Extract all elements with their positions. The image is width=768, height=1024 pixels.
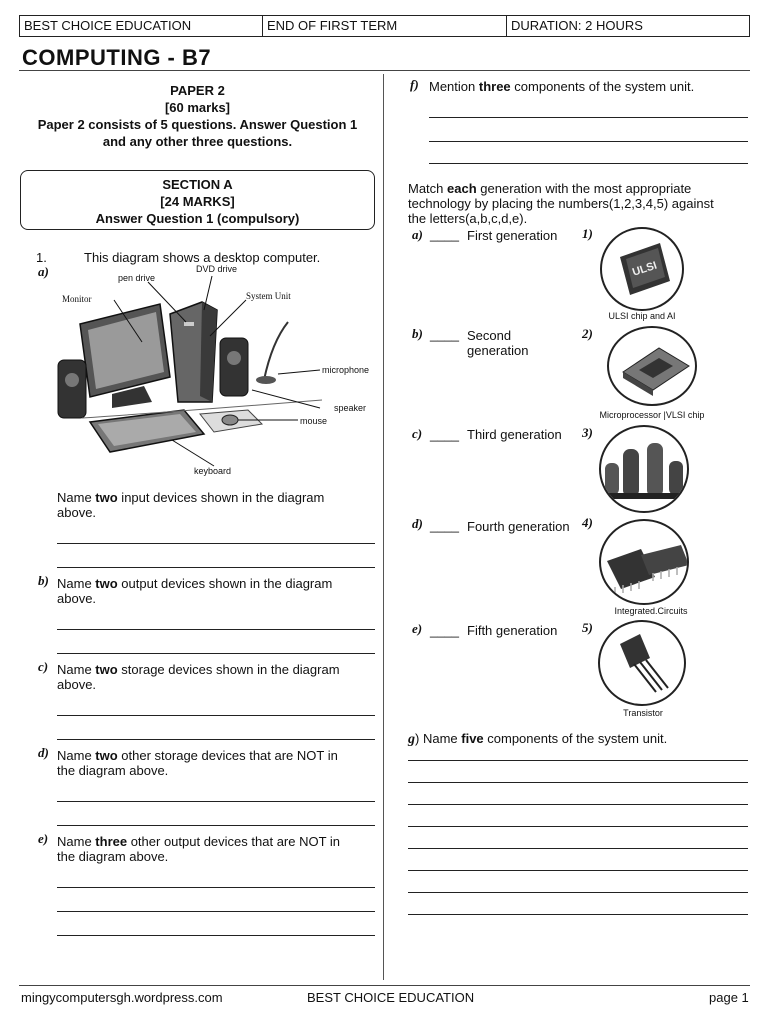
gen-blank[interactable]: ____ [430, 327, 459, 342]
q1c-letter: c) [38, 659, 49, 674]
answer-line[interactable] [408, 760, 748, 761]
match-bold: each [447, 181, 477, 196]
q1d-line2: the diagram above. [57, 763, 169, 778]
paper-instructions-1: Paper 2 consists of 5 questions. Answer Question 1 [37, 117, 358, 132]
footer-school: BEST CHOICE EDUCATION [307, 990, 475, 1005]
gen-blank[interactable]: ____ [430, 623, 459, 638]
q1c-pre: Name [57, 662, 96, 677]
gen-blank[interactable]: ____ [430, 427, 459, 442]
gen-label-line2: generation [467, 343, 529, 358]
speaker-right-cone [227, 351, 241, 365]
answer-line[interactable] [57, 825, 375, 826]
tech-number: 5) [582, 620, 593, 635]
footer-site: mingycomputersgh.wordpress.com [21, 990, 223, 1005]
q1b-line2: above. [57, 591, 97, 606]
answer-line[interactable] [57, 543, 375, 544]
answer-line[interactable] [408, 848, 748, 849]
speaker-right [220, 338, 248, 396]
match-line3: the letters(a,b,c,d,e). [408, 211, 528, 226]
q1f-text [429, 79, 749, 94]
label-keyboard: keyboard [194, 466, 232, 476]
q1d-text [57, 748, 377, 778]
q1f-pre: Mention [429, 79, 479, 94]
answer-line[interactable] [57, 739, 375, 740]
tech-number: 4) [582, 515, 593, 530]
paper-instructions-2: and any other three questions. [102, 134, 293, 149]
match-instructions [408, 181, 753, 226]
gen-blank[interactable]: ____ [430, 518, 459, 533]
system-unit-front [200, 302, 217, 402]
footer-rule [19, 985, 750, 986]
q1g-paren: ) [415, 731, 420, 746]
tech-caption: ULSI chip and AI [608, 311, 676, 321]
label-microphone: microphone [322, 365, 370, 375]
gen-letter: c) [412, 426, 423, 441]
answer-line[interactable] [57, 567, 375, 568]
q1a-text [57, 490, 377, 520]
gen-letter: a) [412, 227, 423, 242]
tech-caption: Integrated.Circuits [614, 606, 688, 616]
q1c-line2: above. [57, 677, 97, 692]
q1f-post: components of the system unit. [510, 79, 695, 94]
transistor-image [598, 620, 686, 706]
tech-number: 1) [582, 226, 593, 241]
tech-caption: Microprocessor |VLSI chip [599, 410, 705, 420]
paper-name: PAPER 2 [170, 83, 225, 98]
q1b-text [57, 576, 377, 606]
section-box [20, 170, 375, 230]
q1a-pre: Name [57, 490, 96, 505]
gen-letter: d) [412, 516, 423, 531]
q1e-bold: three [95, 834, 128, 849]
answer-line[interactable] [57, 911, 375, 912]
answer-line[interactable] [429, 117, 748, 118]
speaker-left-cone [65, 373, 79, 387]
answer-line[interactable] [57, 715, 375, 716]
answer-line[interactable] [57, 887, 375, 888]
header-table [19, 15, 750, 37]
paper-marks: [60 marks] [164, 100, 231, 115]
integrated-circuits-image [599, 519, 689, 605]
match-pre: Match [408, 181, 448, 196]
q1d-letter: d) [38, 745, 49, 760]
pointer-microphone [278, 370, 320, 374]
column-divider [383, 74, 384, 980]
tech-number: 2) [582, 326, 593, 341]
title-rule [19, 70, 750, 71]
q1d-pre: Name [57, 748, 96, 763]
q1a-letter: a) [38, 264, 49, 279]
section-instruction: Answer Question 1 (compulsory) [95, 211, 300, 226]
mouse-shape [222, 415, 238, 425]
gen-label: Fourth generation [467, 519, 570, 534]
pointer-speaker [252, 390, 320, 408]
page-title: COMPUTING - B7 [22, 45, 212, 70]
q1f-bold: three [478, 79, 511, 94]
answer-line[interactable] [57, 653, 375, 654]
q1a-bold: two [95, 490, 118, 505]
paper-info [20, 82, 375, 150]
q1b-pre: Name [57, 576, 96, 591]
header-duration: DURATION: 2 HOURS [511, 18, 643, 33]
q1d-bold: two [95, 748, 118, 763]
q1g-letter: g [408, 732, 415, 747]
q1-number: 1. [36, 250, 47, 265]
answer-line[interactable] [408, 804, 748, 805]
q1e-line2: the diagram above. [57, 849, 169, 864]
q1g-post: components of the system unit. [483, 731, 668, 746]
label-monitor: Monitor [62, 294, 92, 304]
ulsi-chip-text: ULSI [630, 259, 659, 279]
vacuum-tubes-image [599, 425, 689, 513]
label-mouse: mouse [300, 416, 328, 426]
section-marks: [24 MARKS] [160, 194, 235, 209]
speaker-left [58, 360, 86, 418]
tech-caption: Transistor [623, 708, 663, 718]
ulsi-chip-image [600, 227, 684, 311]
q1b-post: output devices shown in the diagram [117, 576, 333, 591]
answer-line[interactable] [57, 801, 375, 802]
header-term: END OF FIRST TERM [263, 16, 507, 36]
gen-label [467, 328, 528, 358]
tech-number: 3) [582, 425, 593, 440]
gen-label: Fifth generation [467, 623, 558, 638]
microprocessor-image [607, 326, 697, 406]
header-school: BEST CHOICE EDUCATION [20, 16, 263, 36]
microphone-base [256, 376, 276, 384]
gen-blank[interactable]: ____ [430, 227, 459, 242]
q1-intro: This diagram shows a desktop computer. [84, 250, 321, 265]
q1g-text [408, 731, 753, 747]
system-unit-slot [184, 322, 194, 326]
q1c-text [57, 662, 377, 692]
q1e-post: other output devices that are NOT in [127, 834, 341, 849]
q1e-text [57, 834, 377, 864]
q1c-post: storage devices shown in the diagram [117, 662, 340, 677]
q1g-pre: Name [419, 731, 462, 746]
q1b-bold: two [95, 576, 118, 591]
section-name: SECTION A [162, 177, 233, 192]
q1e-letter: e) [38, 831, 49, 846]
q1e-pre: Name [57, 834, 96, 849]
footer-page: page 1 [709, 990, 749, 1005]
answer-line[interactable] [408, 870, 748, 871]
answer-line[interactable] [57, 629, 375, 630]
q1d-post: other storage devices that are NOT in [117, 748, 338, 763]
q1c-bold: two [95, 662, 118, 677]
pointer-keyboard [172, 440, 214, 466]
match-line2: technology by placing the numbers(1,2,3,4,5) against [408, 196, 714, 211]
answer-line[interactable] [408, 826, 748, 827]
label-speaker: speaker [334, 403, 367, 413]
q1b-letter: b) [38, 573, 49, 588]
microphone-stem [264, 322, 288, 380]
gen-label-line1: Second [467, 328, 512, 343]
q1g-bold: five [461, 731, 484, 746]
match-post: generation with the most appropriate [476, 181, 692, 196]
q1a-post: input devices shown in the diagram [117, 490, 325, 505]
gen-letter: e) [412, 621, 423, 636]
q1a-line2: above. [57, 505, 97, 520]
gen-label: First generation [467, 228, 558, 243]
label-pen-drive: pen drive [118, 273, 156, 283]
answer-line[interactable] [429, 141, 748, 142]
answer-line[interactable] [57, 935, 375, 936]
gen-label: Third generation [467, 427, 562, 442]
gen-letter: b) [412, 326, 423, 341]
label-system-unit: System Unit [246, 291, 291, 301]
answer-line[interactable] [408, 914, 748, 915]
answer-line[interactable] [429, 163, 748, 164]
label-dvd-drive: DVD drive [196, 264, 238, 274]
answer-line[interactable] [408, 782, 748, 783]
q1f-letter: f) [410, 77, 419, 92]
answer-line[interactable] [408, 892, 748, 893]
